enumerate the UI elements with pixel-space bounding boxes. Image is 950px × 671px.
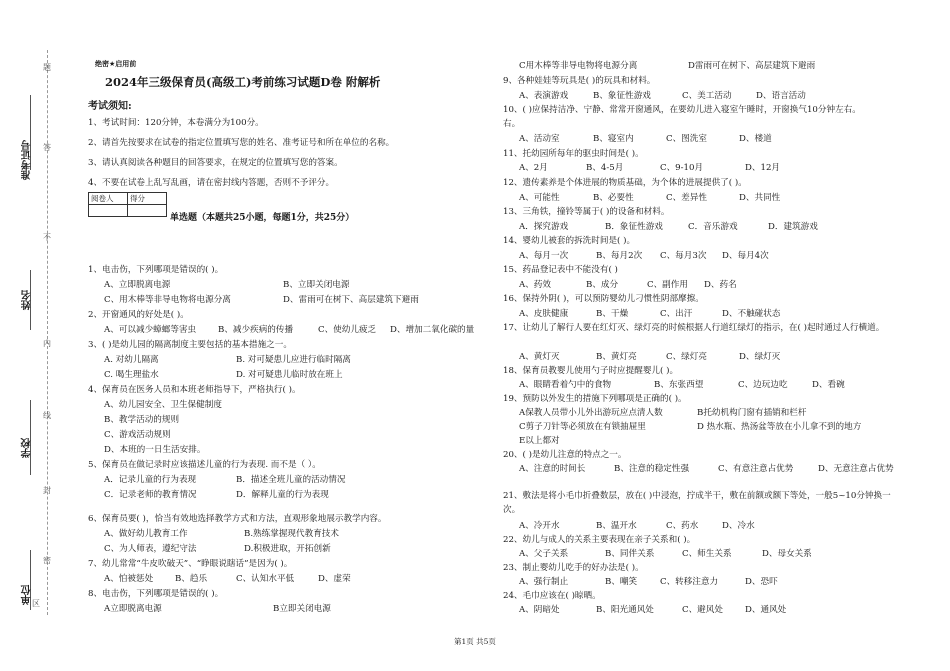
secret-tag: 绝密★启用前 (95, 60, 137, 68)
option: D、虚荣 (318, 574, 351, 584)
question-text: 11、托幼园所每年的驱虫时间是( )。 (503, 149, 644, 159)
seal-word: 答 (43, 143, 51, 152)
notice-item: 2、请首先按要求在试卷的指定位置填写您的姓名、准考证号和所在单位的名称。 (88, 138, 395, 148)
notice-item: 4、不要在试卷上乱写乱画，请在密封线内答题，否则不予评分。 (88, 178, 335, 188)
seal-word: 封 (43, 486, 51, 495)
question-text-cont: 右。 (503, 119, 521, 129)
option: D、冷水 (722, 521, 755, 531)
option: C．记录老师的教育情况 (104, 490, 197, 500)
question-text: 8、电击伤，下列哪项是错误的( )。 (88, 589, 224, 599)
option: D、增加二氧化碳的量 (390, 325, 475, 335)
notice-item: 1、考试时间：120分钟，本卷满分为100分。 (88, 118, 264, 128)
option: B、同伴关系 (605, 549, 655, 559)
question-text: 5、保育员在做记录时应该描述儿童的行为表现. 而不是（ ）。 (88, 460, 321, 470)
option: C、绿灯亮 (666, 352, 707, 362)
option: A、药效 (519, 280, 551, 290)
option: A、皮肤健康 (519, 309, 569, 319)
option: C、转移注意力 (660, 577, 719, 587)
option: C、副作用 (647, 280, 688, 290)
option: B、减少疾病的传播 (218, 325, 294, 335)
option: D、母女关系 (762, 549, 812, 559)
option: A、阴暗处 (519, 605, 560, 615)
option: D、看碗 (812, 380, 845, 390)
option: B、必要性 (593, 193, 634, 203)
option: A、眼睛看着勺中的食物 (519, 380, 612, 390)
option: C、用木棒等非导电物将电源分离 (104, 295, 231, 305)
question-text: 4、保育员在医务人员和本班老师指导下，严格执行( )。 (88, 385, 301, 395)
option: B、每月2次 (596, 251, 643, 261)
question-text: 10、( )应保持洁净、宁静、常常开窗通风，在要幼儿进入寝室午睡时，开窗换气10分钟左右。 (503, 105, 861, 115)
option: A、父子关系 (519, 549, 569, 559)
question-text: 23、制止婴幼儿吃手的好办法是( )。 (503, 563, 644, 573)
option: A．记录儿童的行为表现 (104, 475, 197, 485)
school-label: 学校 (22, 438, 33, 458)
option: B、黄灯亮 (596, 352, 637, 362)
question-text: 17、让幼儿了解行人要在红灯灭、绿灯亮的时候根据人行道红绿灯的指示，在( )起时通过人行横道。 (503, 323, 885, 333)
option: A、幼儿园安全、卫生保健制度 (104, 400, 222, 410)
option: B立即关闭电源 (273, 604, 331, 614)
option: C、每月3次 (660, 251, 707, 261)
notice-item: 3、请认真阅读各种题目的回答要求，在规定的位置填写您的答案。 (88, 158, 343, 168)
option: D、通风处 (745, 605, 787, 615)
option: C、认知水平低 (236, 574, 295, 584)
seal-word: 密 (43, 556, 51, 565)
question-text: 14、婴幼儿被套的拆洗时间是( )。 (503, 236, 636, 246)
option: C、药水 (666, 521, 699, 531)
option: C、使幼儿疲乏 (318, 325, 377, 335)
option: D 热水瓶、热汤盆等放在小儿拿不到的地方 (697, 422, 862, 432)
option: D、绿灯灭 (739, 352, 781, 362)
option: B、趋乐 (175, 574, 208, 584)
option: C、为人师表，遵纪守法 (104, 544, 197, 554)
option: B、阳光通风处 (596, 605, 654, 615)
binding-strip (0, 0, 76, 671)
option: A、强行制止 (519, 577, 569, 587)
question-text: 21、敷法是将小毛巾折叠数层，放在( )中浸泡，拧成半干，敷在前额或额下等处，一般5~10分钟换一次。 (503, 491, 891, 515)
option: C、9-10月 (660, 163, 704, 173)
question-text: 20、( )是幼儿注意的特点之一。 (503, 450, 627, 460)
notice-heading: 考试须知: (88, 101, 132, 112)
seal-dashed-line (47, 50, 48, 615)
seal-word: 线 (43, 411, 51, 420)
option: A、黄灯灭 (519, 352, 560, 362)
option: D、楼道 (739, 134, 772, 144)
option: A、2月 (519, 163, 548, 173)
option: C、避风处 (682, 605, 723, 615)
question-text: 16、保持外阴( )，可以预防婴幼儿刁惯性阴部摩擦。 (503, 294, 704, 304)
seal-word: 题 (43, 63, 51, 72)
option: A. 对幼儿隔离 (104, 355, 159, 365)
option: A立即脱离电源 (104, 604, 162, 614)
option: C、有意注意占优势 (718, 464, 794, 474)
option: D．解释儿童的行为表现 (236, 490, 329, 500)
option: D、语言活动 (756, 91, 806, 101)
seal-word: 内 (43, 339, 51, 348)
option: B．描述全班儿童的活动情况 (236, 475, 346, 485)
page-footer: 第1页 共5页 (454, 637, 496, 646)
option: D雷雨可在树下、高层建筑下避雨 (688, 61, 816, 71)
option: A、可能性 (519, 193, 560, 203)
option: D. 对可疑患儿临时放在班上 (236, 370, 343, 380)
option: D、恐吓 (745, 577, 778, 587)
option: D.积极进取，开拓创新 (244, 544, 331, 554)
question-text: 13、三角铁，撞铃等属于( )的设备和材料。 (503, 207, 670, 217)
option: B、注意的稳定性强 (614, 464, 690, 474)
question-text: 15、药品登记表中不能没有( ) (503, 265, 618, 275)
question-text: 1、电击伤，下列哪项是错误的( )。 (88, 265, 224, 275)
option: A、冷开水 (519, 521, 560, 531)
option: B、干燥 (596, 309, 629, 319)
option: D．建筑游戏 (768, 222, 818, 232)
option: D、每月4次 (722, 251, 769, 261)
option: B、温开水 (596, 521, 637, 531)
option: C、图洗室 (666, 134, 707, 144)
option: C、师生关系 (682, 549, 732, 559)
option: D、共同性 (739, 193, 781, 203)
option: B、成分 (586, 280, 619, 290)
option: B、4-5月 (586, 163, 624, 173)
option: C、差异性 (666, 193, 707, 203)
question-text: 6、保育员要( )，恰当有效地选择教学方式和方法，直观形象地展示教学内容。 (88, 514, 387, 524)
question-text: 22、幼儿与成人的关系主要表现在亲子关系和( )。 (503, 535, 696, 545)
option: A、表演游戏 (519, 91, 569, 101)
section-title: 单选题（本题共25小题，每题1分，共25分） (170, 213, 355, 223)
option: E以上都对 (519, 436, 560, 446)
option: B托幼机构门窗有插销和栏杆 (697, 408, 807, 418)
question-text: 24、毛巾应该在( )晾晒。 (503, 591, 601, 601)
option: B.熟练掌握现代教育技术 (244, 529, 339, 539)
question-text: 3、( )是幼儿园的隔离制度主要包括的基本措施之一。 (88, 340, 292, 350)
unit-label: 单位 (22, 585, 33, 605)
question-text: 9、各种娃娃等玩具是( )的玩具和材料。 (503, 76, 656, 86)
option: A、可以减少蟑螂等害虫 (104, 325, 197, 335)
option: C用木棒等非导电物将电源分离 (519, 61, 638, 71)
option: D、雷雨可在树下、高层建筑下避雨 (283, 295, 419, 305)
option: D、本班的一日生活安排。 (104, 445, 206, 455)
option: A保教人员带小儿外出游玩应点清人数 (519, 408, 663, 418)
grader-cell: 阅卷人 (89, 193, 128, 205)
option: A、立即脱离电源 (104, 280, 171, 290)
option: D、药名 (704, 280, 737, 290)
option: D、无意注意占优势 (818, 464, 894, 474)
seal-word: 不 (43, 233, 51, 242)
question-text: 12、遗传素养是个体进展的物质基础，为个体的进展提供了( )。 (503, 178, 747, 188)
id-label: 准考证号 (22, 140, 33, 180)
option: B、象征性游戏 (593, 91, 651, 101)
question-text: 2、开窗通风的好处是( )。 (88, 310, 189, 320)
score-cell: 得分 (128, 193, 167, 205)
option: A、注意的时间长 (519, 464, 586, 474)
option: D、12月 (745, 163, 781, 173)
option: C、游戏活动规则 (104, 430, 171, 440)
option: C、出汗 (660, 309, 693, 319)
score-blank (128, 205, 167, 217)
option: C剪子刀针等必须放在有锁抽屉里 (519, 422, 646, 432)
option: B、立即关闭电源 (283, 280, 350, 290)
option: B、教学活动的规则 (104, 415, 180, 425)
option: B、东张西望 (654, 380, 704, 390)
option: B、嘲笑 (605, 577, 638, 587)
option: B. 对可疑患儿应进行临时隔离 (236, 355, 351, 365)
name-label: 姓名 (22, 290, 33, 310)
option: A、做好幼儿教育工作 (104, 529, 188, 539)
option: B．象征性游戏 (605, 222, 663, 232)
option: A．探究游戏 (519, 222, 569, 232)
page-title: 2024年三级保育员(高级工)考前练习试题D卷 附解析 (105, 75, 381, 89)
option: C．音乐游戏 (688, 222, 738, 232)
option: B、寝室内 (593, 134, 634, 144)
option: A、怕被惩处 (104, 574, 154, 584)
question-text: 18、保育员教婴儿使用勺子时应提醒婴儿( )。 (503, 366, 679, 376)
grader-blank (89, 205, 128, 217)
area-label: 区 (32, 599, 40, 608)
option: D、不触碰状态 (722, 309, 781, 319)
question-text: 19、预防以外发生的措施下列哪项是正确的( )。 (503, 394, 687, 404)
option: C、边玩边吃 (738, 380, 788, 390)
option: A、每月一次 (519, 251, 569, 261)
option: C. 喝生理盐水 (104, 370, 159, 380)
option: A、活动室 (519, 134, 560, 144)
score-box (88, 192, 167, 217)
question-text: 7、幼儿常常“牛皮吹破天”、“睁眼说瞎话”是因为( )。 (88, 559, 293, 569)
option: C、美工活动 (682, 91, 732, 101)
